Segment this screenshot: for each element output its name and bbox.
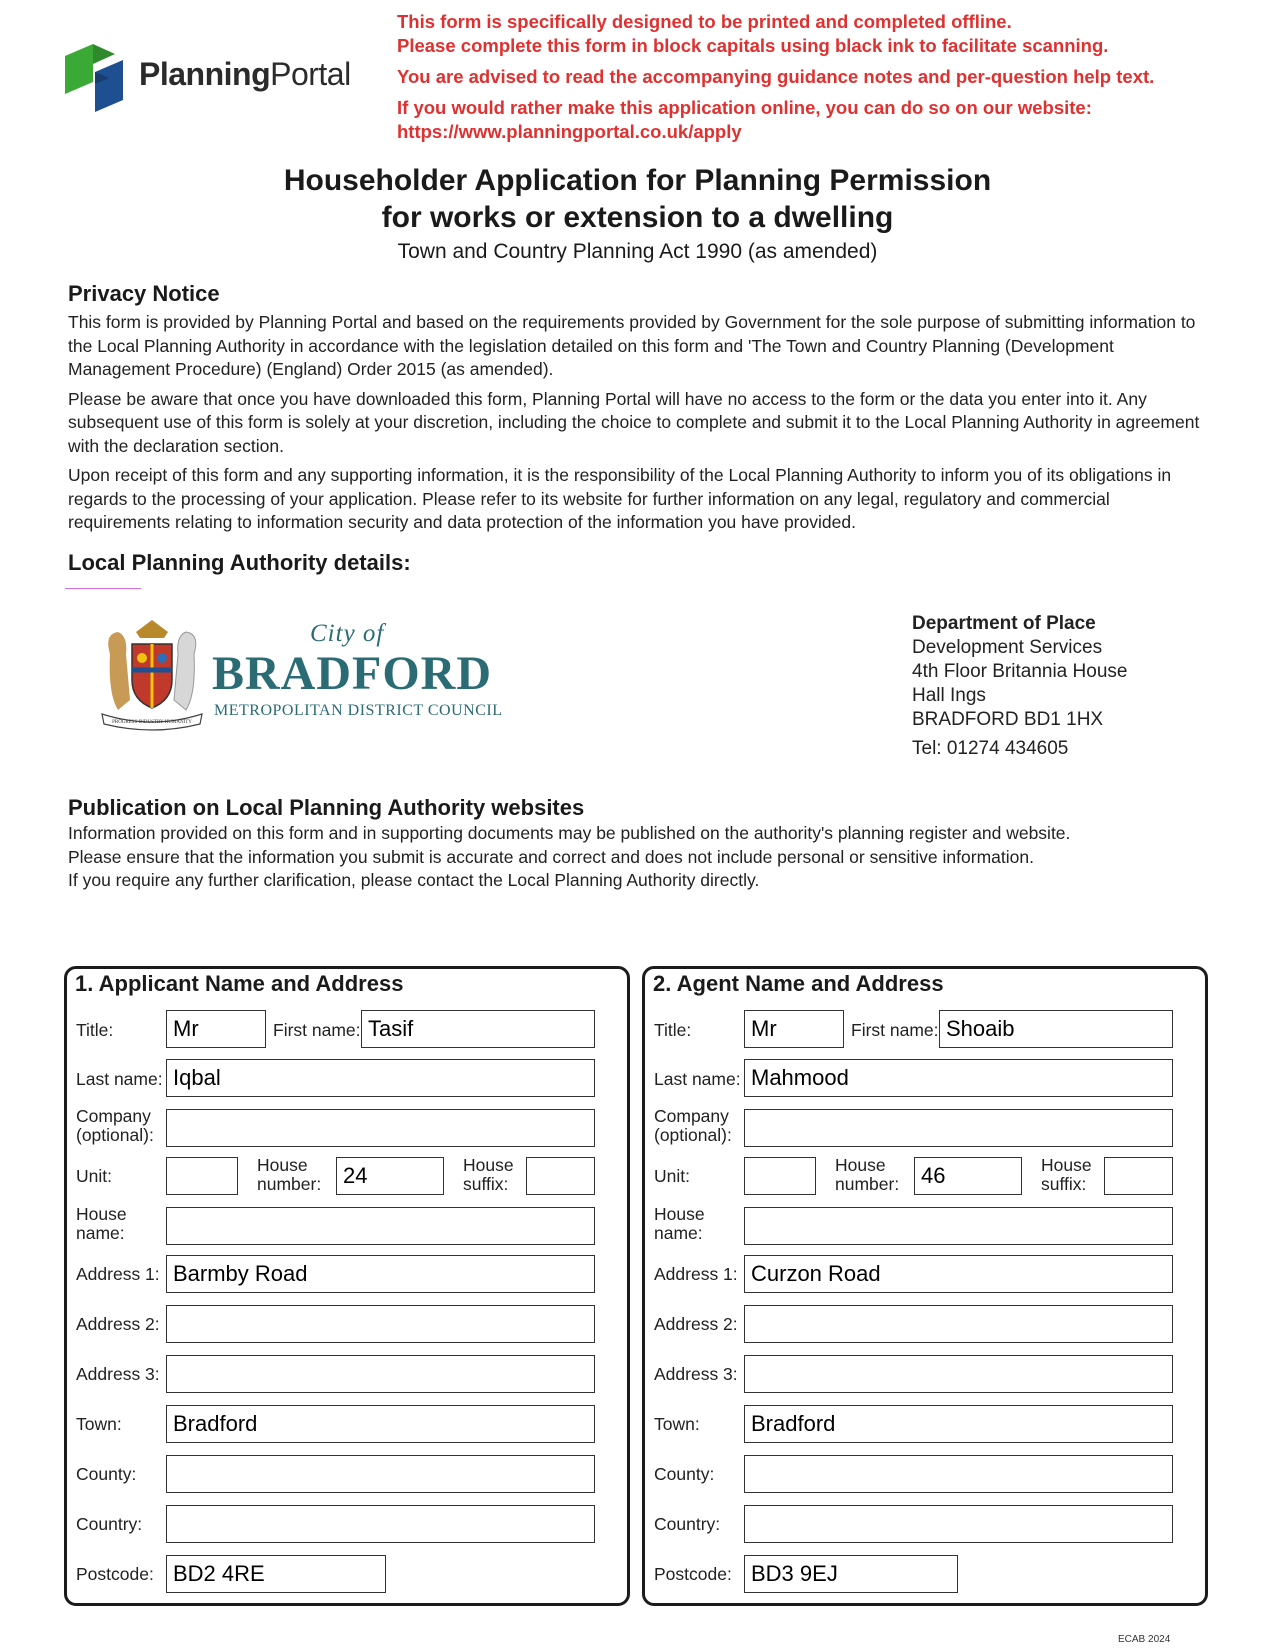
applicant-house-suffix-field[interactable] (526, 1157, 595, 1195)
notice-line: You are advised to read the accompanying guidance notes and per-question help text. (397, 66, 1155, 87)
unit-label: Unit: (654, 1166, 690, 1186)
agent-house-name-field[interactable] (744, 1207, 1173, 1245)
privacy-text (68, 311, 1208, 541)
county-label: County: (76, 1464, 137, 1484)
bradford-crest-icon (96, 614, 208, 732)
agent-town-field[interactable]: Bradford (744, 1405, 1173, 1443)
address3-label: Address 3: (76, 1364, 160, 1384)
postcode-label: Postcode: (76, 1564, 154, 1584)
agent-title-field[interactable]: Mr (744, 1010, 844, 1048)
postcode-label: Postcode: (654, 1564, 732, 1584)
country-label: Country: (76, 1514, 143, 1534)
address3-label: Address 3: (654, 1364, 738, 1384)
applicant-county-field[interactable] (166, 1455, 595, 1493)
planning-portal-logo-icon (65, 42, 131, 114)
logo-name: BRADFORD (212, 647, 492, 700)
address1-label: Address 1: (654, 1264, 738, 1284)
applicant-address3-field[interactable] (166, 1355, 595, 1393)
county-label: County: (654, 1464, 715, 1484)
house-number-label: House number: (835, 1155, 900, 1194)
applicant-unit-field[interactable] (166, 1157, 238, 1195)
publication-text (68, 822, 1228, 893)
privacy-paragraph: Please be aware that once you have downloaded this form, Planning Portal will have no access to the form or the data you enter into it. Any subsequent use of this form is solely at your discretion, including the choice to complete and submit it to the Local Planning Authority in agreement with the declaration section. (68, 388, 1200, 456)
agent-country-field[interactable] (744, 1505, 1173, 1543)
town-label: Town: (654, 1414, 700, 1434)
agent-first-name-field[interactable]: Shoaib (939, 1010, 1173, 1048)
planning-portal-wordmark: PlanningPortal (139, 56, 351, 92)
agent-last-name-field[interactable]: Mahmood (744, 1059, 1173, 1097)
title-label: Title: (654, 1020, 692, 1040)
privacy-paragraph: This form is provided by Planning Portal and based on the requirements provided by Government for the sole purpose of submitting information to the Local Planning Authority in accordance with the legislation detailed on this form and 'The Town and Country Planning (Development Management Procedure) (England) Order 2015 (as amended). (68, 312, 1196, 379)
agent-company-field[interactable] (744, 1109, 1173, 1147)
applicant-panel (64, 966, 630, 1606)
agent-address3-field[interactable] (744, 1355, 1173, 1393)
applicant-house-number-field[interactable]: 24 (336, 1157, 444, 1195)
agent-address2-field[interactable] (744, 1305, 1173, 1343)
offline-notice (397, 10, 1257, 144)
last-name-label: Last name: (654, 1069, 741, 1089)
lpa-address (912, 612, 1127, 761)
logo-city: City of (310, 620, 385, 647)
notice-line: This form is specifically designed to be printed and completed offline. (397, 11, 1012, 32)
applicant-country-field[interactable] (166, 1505, 595, 1543)
svg-text:PROGRESS INDUSTRY HUMANITY: PROGRESS INDUSTRY HUMANITY (112, 720, 192, 725)
publication-line: Information provided on this form and in supporting documents may be published on the authority's planning register and website. (68, 823, 1071, 843)
agent-house-suffix-field[interactable] (1104, 1157, 1173, 1195)
agent-heading: 2. Agent Name and Address (653, 971, 944, 996)
house-suffix-label: House suffix: (1041, 1155, 1092, 1194)
divider (65, 588, 141, 589)
lpa-address-line: Development Services (912, 637, 1103, 658)
house-number-label: House number: (257, 1155, 322, 1194)
applicant-last-name-field[interactable]: Iqbal (166, 1059, 595, 1097)
lpa-address-line: Hall Ings (912, 685, 986, 706)
company-label: Company (optional): (654, 1106, 732, 1145)
lpa-address-line: 4th Floor Britannia House (912, 661, 1128, 682)
publication-heading: Publication on Local Planning Authority websites (68, 795, 585, 820)
agent-county-field[interactable] (744, 1455, 1173, 1493)
lpa-address-line: BRADFORD BD1 1HX (912, 709, 1104, 730)
applicant-heading: 1. Applicant Name and Address (75, 971, 404, 996)
planning-portal-logo (65, 42, 365, 114)
agent-postcode-field[interactable]: BD3 9EJ (744, 1555, 958, 1593)
notice-line: If you would rather make this application online, you can do so on our website: (397, 97, 1092, 118)
applicant-first-name-field[interactable]: Tasif (361, 1010, 595, 1048)
agent-house-number-field[interactable]: 46 (914, 1157, 1022, 1195)
form-subtitle: Town and Country Planning Act 1990 (as amended) (397, 240, 878, 263)
lpa-heading: Local Planning Authority details: (68, 550, 411, 575)
house-suffix-label: House suffix: (463, 1155, 514, 1194)
form-title-line2: for works or extension to a dwelling (381, 201, 894, 234)
address2-label: Address 2: (76, 1314, 160, 1334)
applicant-postcode-field[interactable]: BD2 4RE (166, 1555, 386, 1593)
privacy-heading: Privacy Notice (68, 281, 220, 306)
address1-label: Address 1: (76, 1264, 160, 1284)
town-label: Town: (76, 1414, 122, 1434)
country-label: Country: (654, 1514, 721, 1534)
logo-council: METROPOLITAN DISTRICT COUNCIL (214, 702, 503, 719)
applicant-town-field[interactable]: Bradford (166, 1405, 595, 1443)
privacy-paragraph: Upon receipt of this form and any supporting information, it is the responsibility of the Local Planning Authority to inform you of its obligations in regards to the processing of your application. Please refer to its website for further information on any legal, regulatory and commercial requirements relating to information security and data protection of the information you have provided. (68, 465, 1172, 532)
agent-panel (642, 966, 1208, 1606)
applicant-house-name-field[interactable] (166, 1207, 595, 1245)
publication-line: If you require any further clarification, please contact the Local Planning Authority directly. (68, 870, 760, 890)
applicant-address1-field[interactable]: Barmby Road (166, 1255, 595, 1293)
applicant-company-field[interactable] (166, 1109, 595, 1147)
form-title: Householder Application for Planning Permission (283, 164, 992, 197)
unit-label: Unit: (76, 1166, 112, 1186)
notice-line: Please complete this form in block capitals using black ink to facilitate scanning. (397, 35, 1109, 56)
agent-unit-field[interactable] (744, 1157, 816, 1195)
apply-link[interactable]: https://www.planningportal.co.uk/apply (397, 121, 742, 142)
first-name-label: First name: (273, 1020, 361, 1040)
lpa-tel: Tel: 01274 434605 (912, 738, 1069, 759)
first-name-label: First name: (851, 1020, 939, 1040)
company-label: Company (optional): (76, 1106, 154, 1145)
form-code: ECAB 2024 (1118, 1634, 1171, 1645)
last-name-label: Last name: (76, 1069, 163, 1089)
applicant-title-field[interactable]: Mr (166, 1010, 266, 1048)
address2-label: Address 2: (654, 1314, 738, 1334)
lpa-dept: Department of Place (912, 613, 1096, 634)
title-label: Title: (76, 1020, 114, 1040)
applicant-address2-field[interactable] (166, 1305, 595, 1343)
house-name-label: House name: (654, 1204, 705, 1243)
publication-line: Please ensure that the information you submit is accurate and correct and does not include personal or sensitive information. (68, 846, 1034, 867)
agent-address1-field[interactable]: Curzon Road (744, 1255, 1173, 1293)
house-name-label: House name: (76, 1204, 127, 1243)
form-title-block (0, 162, 1275, 266)
